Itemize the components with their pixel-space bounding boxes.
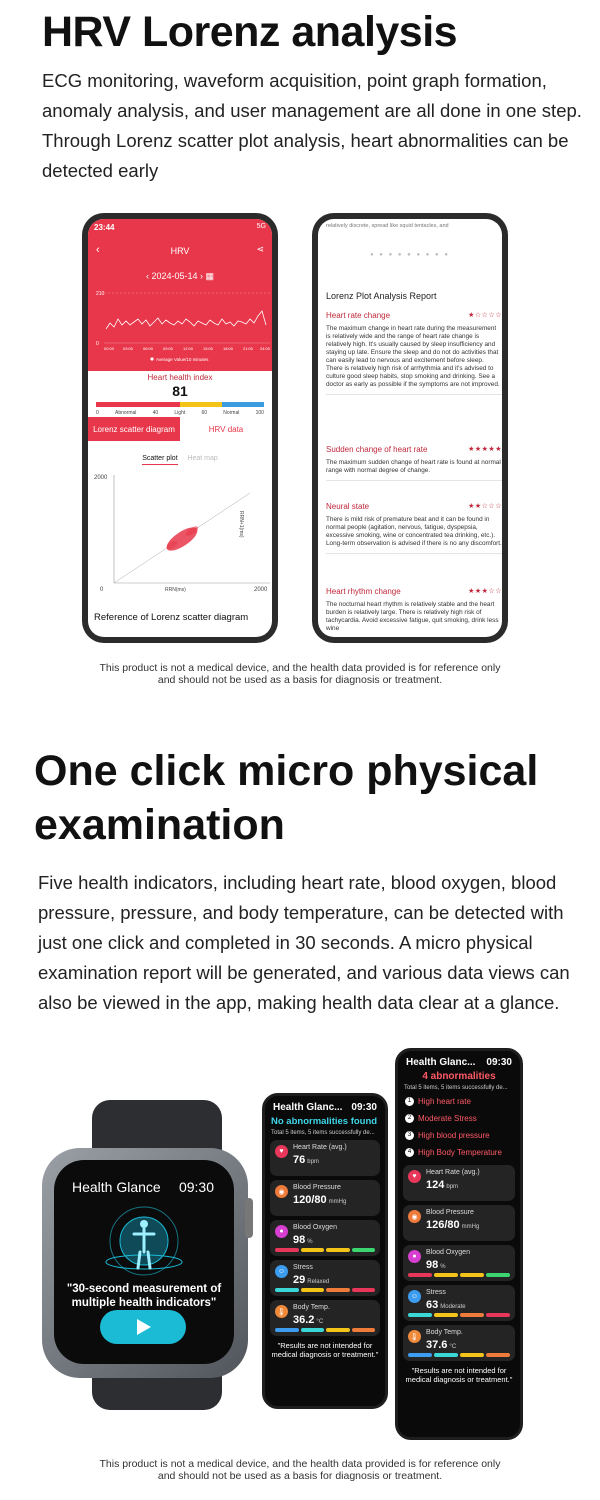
chart-ymax: 210 (96, 291, 105, 297)
time-label: 18:00 (223, 346, 234, 351)
abnormal-item[interactable]: 1 High heart rate (405, 1093, 514, 1110)
reference-label: Reference of Lorenz scatter diagram (94, 612, 249, 623)
health-index-scale: 0 Abnormal 40 Light 60 Normal 100 (96, 410, 264, 416)
thermometer-icon: 🌡 (408, 1330, 421, 1343)
panel-time: 09:30 (351, 1102, 377, 1113)
disclaimer-1: This product is not a medical device, and the health data provided is for reference only and should not be used as a basis for diagnosis or treatment. (99, 662, 501, 686)
rating-stars: ★★★☆☆ (468, 588, 502, 595)
section1-title: HRV Lorenz analysis (42, 8, 458, 56)
panel-title: Health Glanc... (273, 1102, 343, 1113)
page-title: HRV (170, 246, 190, 256)
result-sub: Total 5 items, 5 items successfully de... (404, 1085, 508, 1091)
page-indicator[interactable]: ● ● ● ● ● ● ● ● ● (370, 252, 450, 258)
blood-oxygen-icon: ● (275, 1225, 288, 1238)
subtab-scatter[interactable]: Scatter plot (142, 455, 177, 465)
medical-note: "Results are not intended for medical diagnosis or treatment." (405, 1366, 513, 1384)
section2-intro: Five health indicators, including heart rate, blood oxygen, blood pressure, pressure, and body temperature, can be detected with just one click and completed in 30 seconds. A micro physical examination report will be generated, and various data views can also be viewed in the app, making health data clear at a glance. (38, 872, 570, 1013)
metric-card-blood-pressure[interactable]: ◉ Blood Pressure 126/80 mmHg (403, 1205, 515, 1241)
rating-stars: ★☆☆☆☆ (468, 312, 502, 319)
hrv-line (106, 311, 266, 329)
result-headline: 4 abnormalities (422, 1071, 496, 1082)
stress-icon: ☺ (408, 1290, 421, 1303)
scatter-ymax: 2000 (94, 475, 108, 481)
time-label: 12:00 (183, 346, 194, 351)
watch-time: 09:30 (178, 1179, 214, 1195)
result-headline: No abnormalities found (271, 1116, 378, 1127)
date-label: 2024-05-14 (151, 271, 198, 281)
top-text: relatively discrete, spread like squid tentacles, and (326, 223, 449, 229)
thermometer-icon: 🌡 (275, 1305, 288, 1318)
time-label: 09:00 (163, 346, 174, 351)
panel-abnormalities (395, 1048, 523, 1440)
metric-card-blood-oxygen[interactable]: ● Blood Oxygen 98 % (403, 1245, 515, 1281)
scatter-origin: 0 (100, 587, 104, 593)
abnormal-item[interactable]: 2 Moderate Stress (405, 1110, 514, 1127)
watch-screen (54, 1160, 234, 1364)
status-time: 23:44 (94, 223, 115, 232)
panel-time: 09:30 (486, 1057, 512, 1068)
heart-icon: ♥ (275, 1145, 288, 1158)
time-label: 06:00 (143, 346, 154, 351)
phone-report (312, 213, 508, 643)
tab-lorenz[interactable]: Lorenz scatter diagram (88, 417, 180, 441)
abnormal-list (398, 1091, 520, 1161)
health-index-bar (96, 402, 264, 407)
share-icon[interactable]: ⋖ (256, 244, 264, 254)
blood-pressure-icon: ◉ (275, 1185, 288, 1198)
rating-stars: ★★★★★ (468, 446, 502, 453)
tab-hrv-data[interactable]: HRV data (208, 424, 244, 434)
analysis-tabs (88, 417, 272, 441)
phone-hrv (82, 213, 278, 643)
prev-date-icon[interactable]: ‹ (145, 271, 152, 281)
watch-title: Health Glance (72, 1179, 161, 1195)
blood-oxygen-icon: ● (408, 1250, 421, 1263)
lorenz-scatter-plot (90, 471, 272, 611)
scatter-subtabs (88, 455, 272, 462)
next-date-icon[interactable]: › ▦ (200, 271, 215, 281)
time-label: 00:00 (104, 346, 115, 351)
metric-card-body-temp[interactable]: 🌡 Body Temp. 37.6 °C (403, 1325, 515, 1361)
scatter-xlabel: RRN(ms) (165, 587, 186, 593)
scatter-ylabel: RRN+1(ms) (238, 511, 244, 538)
subtab-heatmap[interactable]: Heat map (187, 455, 218, 462)
time-label: 21:00 (243, 346, 254, 351)
report-title: Lorenz Plot Analysis Report (326, 291, 437, 301)
time-label: 24:00 (260, 346, 271, 351)
chart-legend: Average Value/10 minutes (156, 357, 209, 362)
chart-ymin: 0 (96, 341, 99, 347)
metric-card-stress[interactable]: ☺ Stress 29 Relaxed (270, 1260, 380, 1296)
health-index-value: 81 (172, 383, 188, 399)
section1-intro: ECG monitoring, waveform acquisition, point graph formation, anomaly analysis, and user management are all done in one step. Through Lorenz scatter plot analysis, heart abnormalities can be detected early (42, 70, 582, 181)
watch-quote: "30-second measurement of multiple health indicators" (66, 1283, 222, 1309)
metric-card-body-temp[interactable]: 🌡 Body Temp. 36.2 °C (270, 1300, 380, 1336)
report-item: Heart rhythm change ★★★☆☆ The nocturnal heart rhythm is relatively stable and the heart burden is relatively large. There is relatively high risk of tachycardia. Avoid excessive fatigue, quit smoking, drink less wine (326, 587, 502, 632)
chart-time-labels (104, 346, 271, 351)
start-measure-button[interactable] (100, 1310, 186, 1344)
hrv-header-panel (88, 219, 272, 371)
report-item: Neural state ★★☆☆☆ There is mild risk of premature beat and it can be found in normal people (agitation, nervous, fatigue, dyspepsia, excessive smoking, wine or concentrated tea drinking, etc.). Long-term observation is advised if there is no any discomfort. (326, 502, 502, 554)
rating-stars: ★★☆☆☆ (468, 503, 502, 510)
time-label: 15:00 (203, 346, 214, 351)
metric-card-blood-pressure[interactable]: ◉ Blood Pressure 120/80 mmHg (270, 1180, 380, 1216)
play-icon (100, 1310, 186, 1344)
metric-card-heart-rate[interactable]: ♥ Heart Rate (avg.) 76 bpm (270, 1140, 380, 1176)
status-icons: 5G (256, 223, 266, 230)
metric-card-blood-oxygen[interactable]: ● Blood Oxygen 98 % (270, 1220, 380, 1256)
section2-title: One click micro physical examination (34, 747, 539, 849)
stress-icon: ☺ (275, 1265, 288, 1278)
abnormal-item[interactable]: 3 High blood pressure (405, 1127, 514, 1144)
abnormal-item[interactable]: 4 High Body Temperature (405, 1144, 514, 1161)
report-item: Sudden change of heart rate ★★★★★ The maximum sudden change of heart rate is found at normal range with normal degree of change. (326, 445, 502, 481)
scatter-xmax: 2000 (254, 587, 268, 593)
health-index-label: Heart health index (147, 373, 213, 382)
watch-crown[interactable] (245, 1198, 253, 1238)
medical-note: "Results are not intended for medical diagnosis or treatment." (271, 1341, 379, 1359)
result-sub: Total 5 items, 5 items successfully de... (271, 1130, 375, 1136)
panel-title: Health Glanc... (406, 1057, 476, 1068)
blood-pressure-icon: ◉ (408, 1210, 421, 1223)
back-icon[interactable]: ‹ (96, 244, 100, 256)
hrv-line-chart (92, 289, 272, 369)
metric-card-stress[interactable]: ☺ Stress 63 Moderate (403, 1285, 515, 1321)
time-label: 03:00 (123, 346, 134, 351)
report-item: Heart rate change ★☆☆☆☆ The maximum change in heart rate during the measurement is relatively wide and the range of heart rate change is relatively high. It's usually caused by sleep insufficiency and staying up late. Ensure the sleep and do not do activities that can easily lead to nervous and excitement before sleep. There is relatively high risk of arrhythmia and it's advised to culture good sleep habits, stop smoking and drinking. See a doctor as early as possible if the symptoms are not improved. (326, 311, 502, 395)
body-scan-icon (100, 1202, 188, 1280)
heart-icon: ♥ (408, 1170, 421, 1183)
date-selector[interactable] (88, 271, 272, 282)
metric-card-heart-rate[interactable]: ♥ Heart Rate (avg.) 124 bpm (403, 1165, 515, 1201)
panel-no-abnormalities (262, 1093, 388, 1409)
disclaimer-2: This product is not a medical device, and the health data provided is for reference only and should not be used as a basis for diagnosis or treatment. (99, 1458, 501, 1482)
